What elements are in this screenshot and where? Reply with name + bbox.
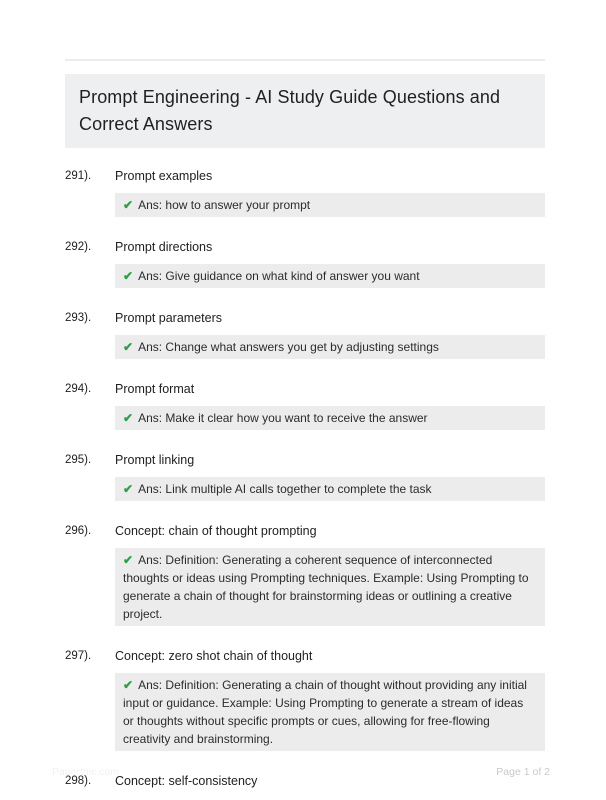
question-text: Prompt directions bbox=[115, 240, 213, 254]
answer-box bbox=[115, 673, 545, 751]
question-item bbox=[65, 169, 545, 217]
check-icon: ✔ bbox=[123, 411, 134, 425]
check-icon: ✔ bbox=[123, 482, 134, 496]
answer-box bbox=[115, 406, 545, 430]
watermark: Paperthic.com bbox=[52, 766, 120, 778]
question-number: 295). bbox=[65, 454, 92, 466]
question-item bbox=[65, 382, 545, 430]
question-item bbox=[65, 774, 545, 788]
answer-box bbox=[115, 193, 545, 217]
answer-text: Ans: Link multiple AI calls together to complete the task bbox=[138, 482, 432, 496]
question-item bbox=[65, 311, 545, 359]
answer-box bbox=[115, 335, 545, 359]
question-text: Concept: zero shot chain of thought bbox=[115, 649, 313, 663]
question-number: 293). bbox=[65, 312, 92, 324]
top-divider bbox=[65, 59, 545, 61]
question-number: 297). bbox=[65, 650, 92, 662]
question-number: 292). bbox=[65, 241, 92, 253]
check-icon: ✔ bbox=[123, 678, 134, 692]
question-text: Concept: self-consistency bbox=[115, 774, 258, 788]
question-text: Prompt parameters bbox=[115, 311, 222, 325]
check-icon: ✔ bbox=[123, 269, 134, 283]
question-number: 294). bbox=[65, 383, 92, 395]
question-item bbox=[65, 453, 545, 501]
question-item bbox=[65, 524, 545, 626]
answer-text: Ans: Definition: Generating a coherent sequence of interconnected thoughts or ideas using Prompting techniques. Example: Using Prompting to generate a chain of thought for brainstorming ideas or outlining a creative project. bbox=[123, 553, 529, 621]
answer-box bbox=[115, 477, 545, 501]
answer-box bbox=[115, 264, 545, 288]
check-icon: ✔ bbox=[123, 198, 134, 212]
question-number: 298). bbox=[65, 775, 92, 787]
question-text: Concept: chain of thought prompting bbox=[115, 524, 317, 538]
question-number: 296). bbox=[65, 525, 92, 537]
page-indicator: Page 1 of 2 bbox=[496, 766, 550, 778]
question-text: Prompt linking bbox=[115, 453, 195, 467]
page-content bbox=[65, 0, 545, 788]
check-icon: ✔ bbox=[123, 340, 134, 354]
question-text: Prompt format bbox=[115, 382, 195, 396]
answer-text: Ans: Give guidance on what kind of answer you want bbox=[138, 269, 420, 283]
answer-text: Ans: how to answer your prompt bbox=[138, 198, 311, 212]
check-icon: ✔ bbox=[123, 553, 134, 567]
question-item bbox=[65, 240, 545, 288]
answer-text: Ans: Make it clear how you want to receive the answer bbox=[138, 411, 428, 425]
question-number: 291). bbox=[65, 170, 92, 182]
title-banner bbox=[65, 74, 545, 148]
answer-text: Ans: Definition: Generating a chain of thought without providing any initial input or guidance. Example: Using Prompting to generate a stream of ideas or thoughts without specific prompts or cues, allowing for free-flowing creativity and brainstorming. bbox=[123, 678, 527, 746]
question-text: Prompt examples bbox=[115, 169, 213, 183]
page-title: Prompt Engineering - AI Study Guide Questions and Correct Answers bbox=[79, 87, 501, 134]
answer-box bbox=[115, 548, 545, 626]
question-item bbox=[65, 649, 545, 751]
answer-text: Ans: Change what answers you get by adjusting settings bbox=[138, 340, 439, 354]
question-list bbox=[65, 169, 545, 788]
